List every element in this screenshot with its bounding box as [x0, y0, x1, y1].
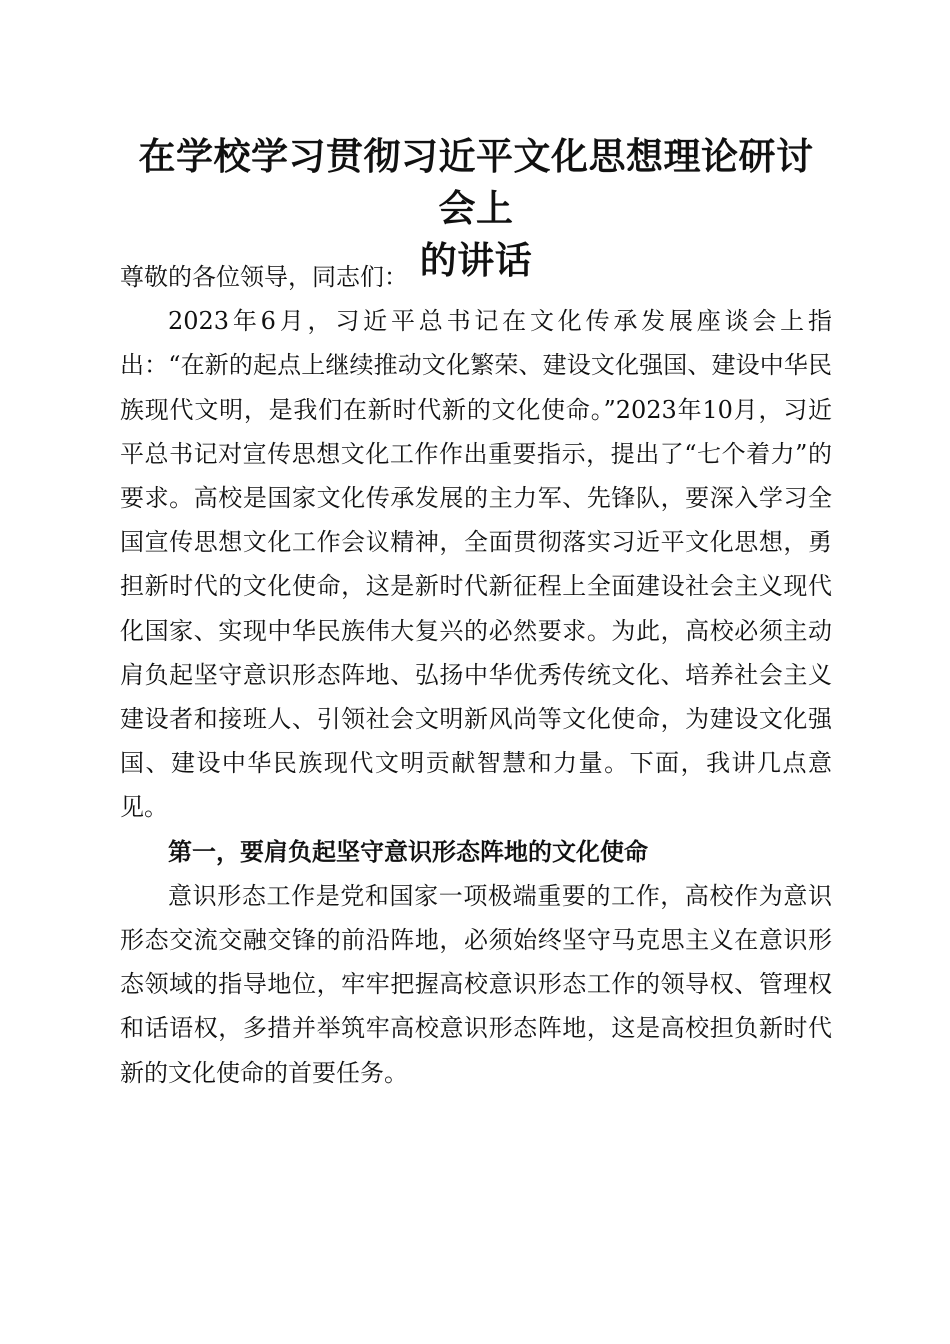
salutation: 尊敬的各位领导，同志们： — [120, 263, 408, 291]
section-heading-1: 第一，要肩负起坚守意识形态阵地的文化使命 — [168, 836, 648, 866]
document-title-line-1: 在学校学习贯彻习近平文化思想理论研讨会上 — [138, 134, 814, 230]
paragraph-section-1: 意识形态工作是党和国家一项极端重要的工作，高校作为意识形态交流交融交锋的前沿阵地，必须始终坚守马克思主义在意识形态领域的指导地位，牢牢把握高校意识形态工作的领导权、管理权和话语权，多措并举筑牢高校意识形态阵地，这是高校担负新时代新的文化使命的首要任务。 — [120, 881, 832, 1087]
document-title-line-2: 的讲话 — [419, 238, 533, 282]
document-body — [120, 255, 832, 1095]
paragraph-intro: 2023年6月，习近平总书记在文化传承发展座谈会上指出：“在新的起点上继续推动文化繁荣、建设文化强国、建设中华民族现代文明，是我们在新时代新的文化使命。”2023年10月，习近平总书记对宣传思想文化工作作出重要指示，提出了“七个着力”的要求。高校是国家文化传承发展的主力军、先锋队，要深入学习全国宣传思想文化工作会议精神，全面贯彻落实习近平文化思想，勇担新时代的文化使命，这是新时代新征程上全面建设社会主义现代化国家、实现中华民族伟大复兴的必然要求。为此，高校必须主动肩负起坚守意识形态阵地、弘扬中华优秀传统文化、培养社会主义建设者和接班人、引领社会文明新风尚等文化使命，为建设文化强国、建设中华民族现代文明贡献智慧和力量。下面，我讲几点意见。 — [120, 307, 832, 822]
